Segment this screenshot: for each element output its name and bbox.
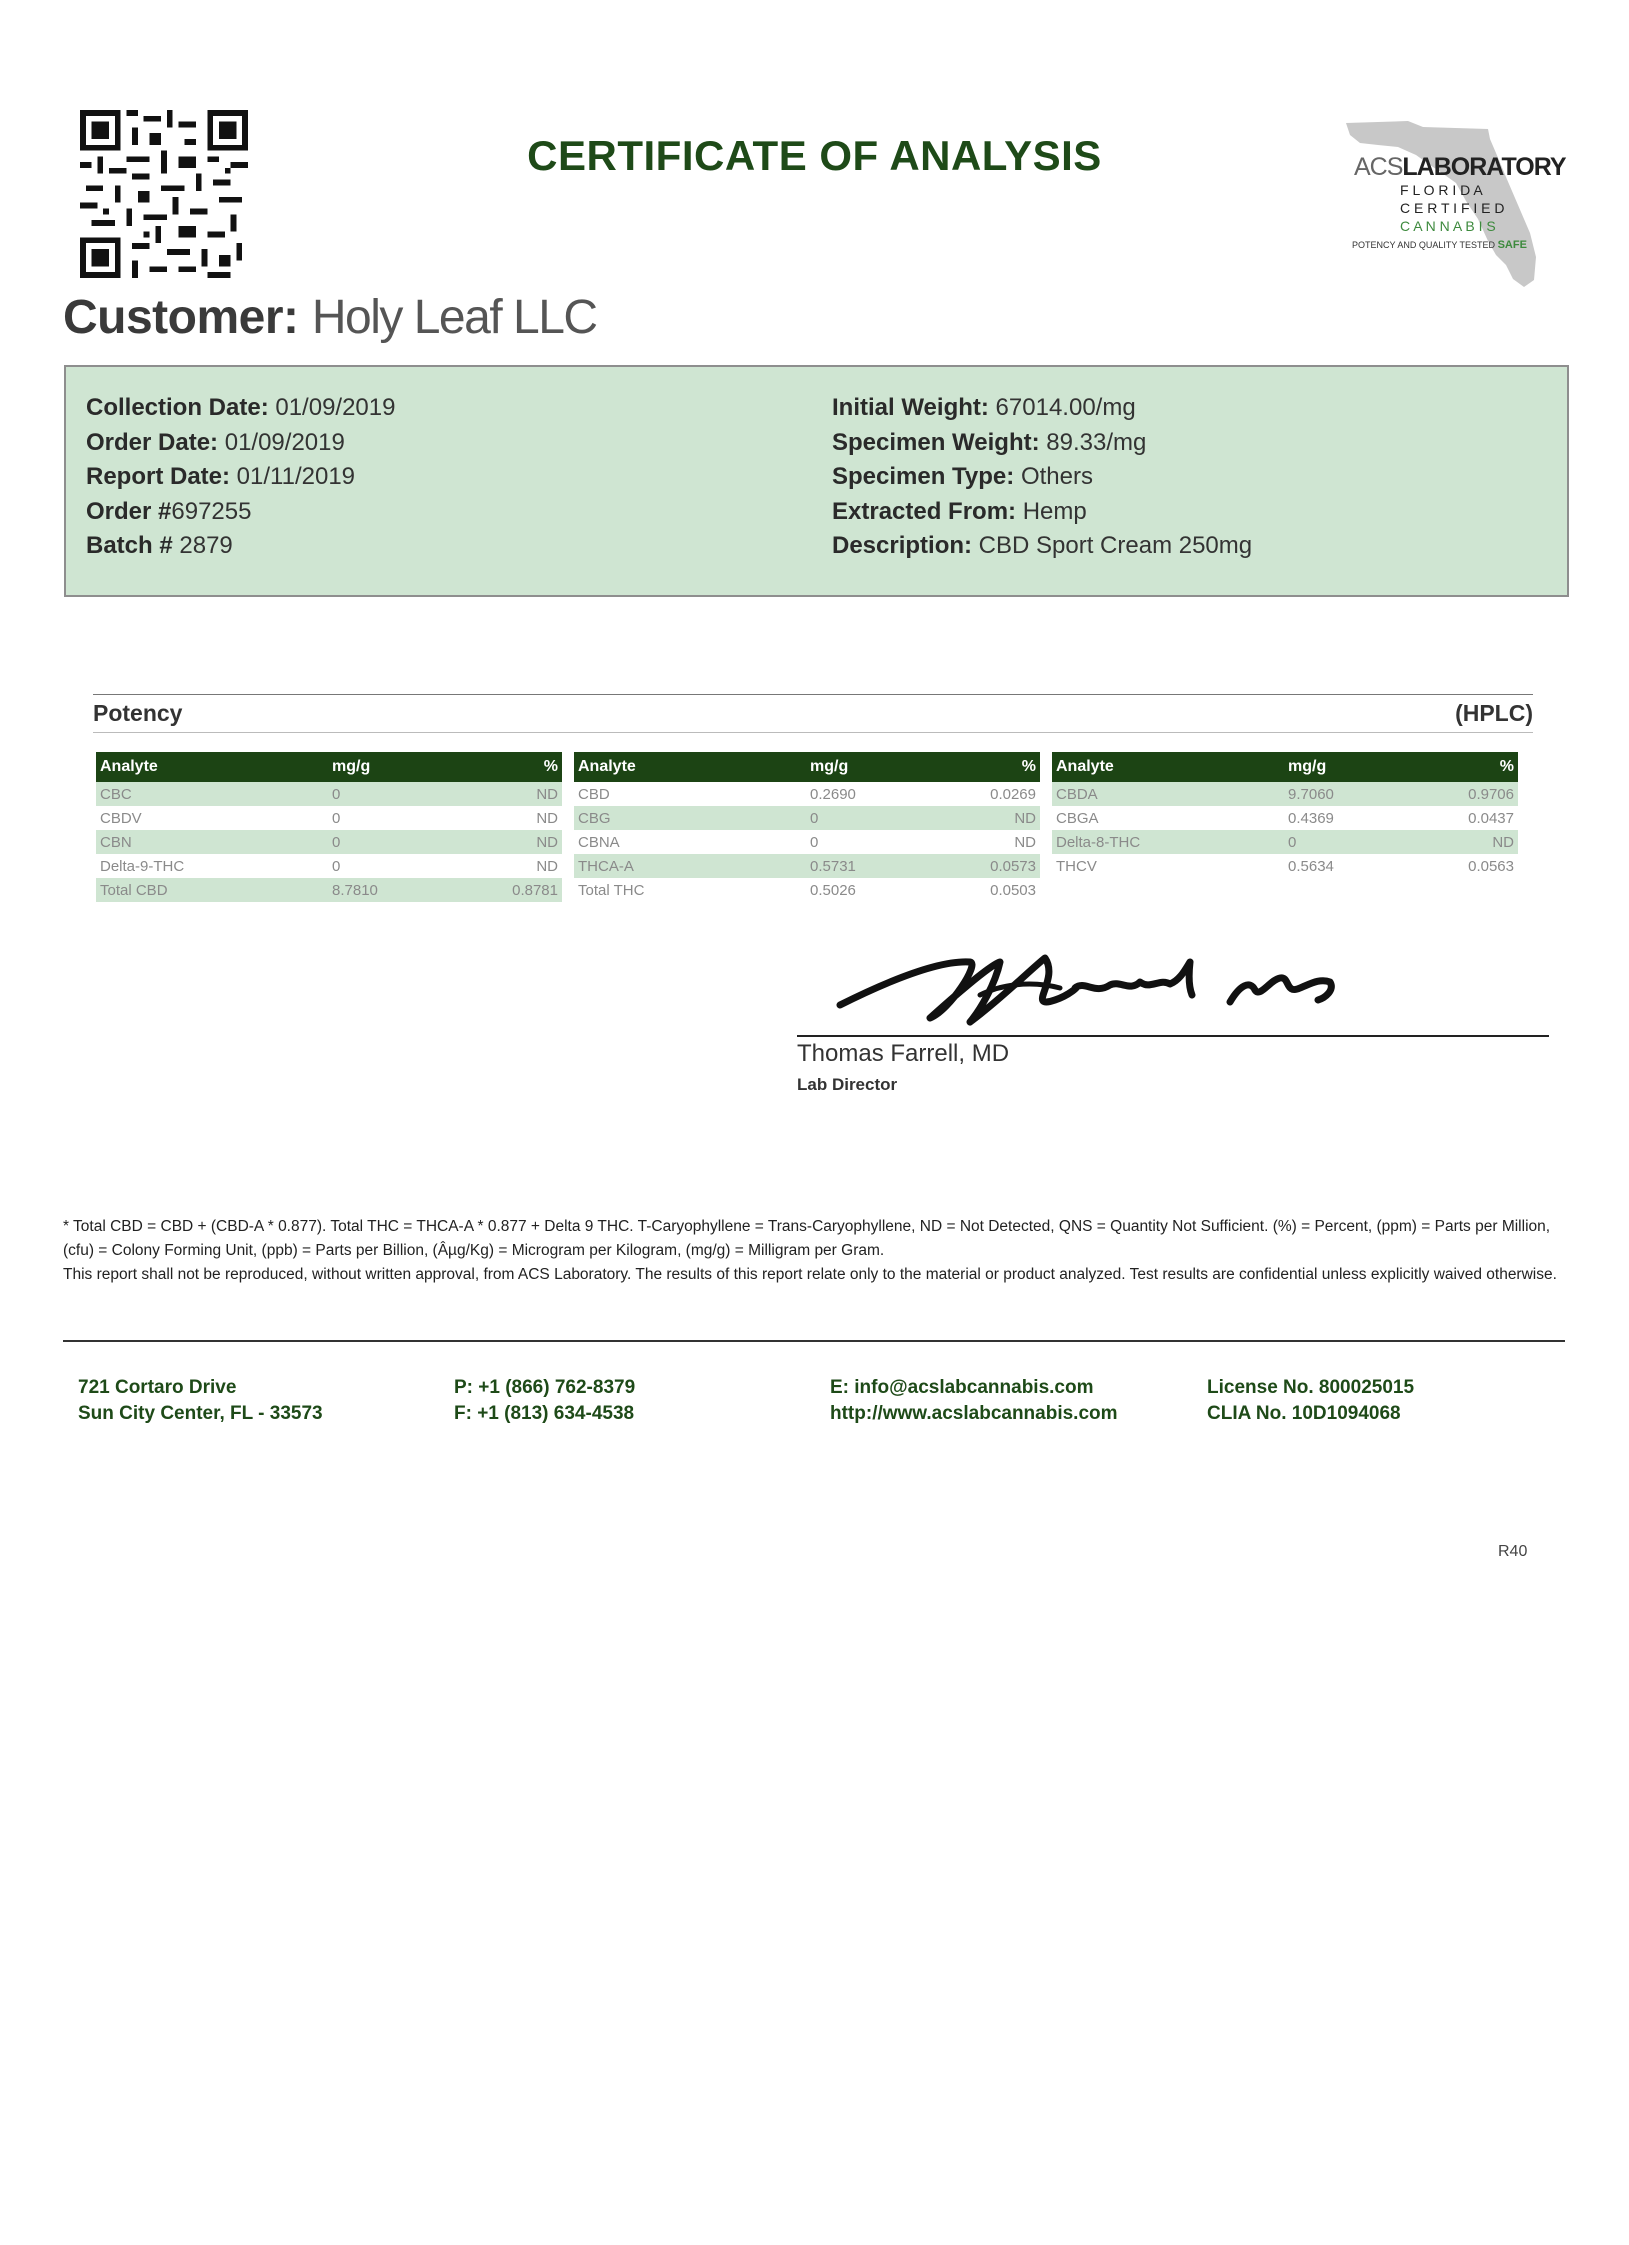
- logo-line-florida: F L O R I D A: [1400, 182, 1483, 198]
- table-row: THCA-A 0.5731 0.0573: [574, 854, 1040, 878]
- potency-method: (HPLC): [1455, 700, 1533, 726]
- potency-title: Potency: [93, 700, 183, 726]
- table-header-row: [1052, 752, 1518, 782]
- table-header-row: [574, 752, 1040, 782]
- column-percent: %: [964, 752, 1040, 782]
- logo-safe: SAFE: [1497, 239, 1527, 251]
- table-row: Total CBD 8.7810 0.8781: [96, 878, 562, 902]
- collection-date: Collection Date: 01/09/2019: [86, 394, 396, 421]
- table-row: THCV 0.5634 0.0563: [1056, 857, 1514, 875]
- footnote-definitions: * Total CBD = CBD + (CBD-A * 0.877). Total THC = THCA-A * 0.877 + Delta 9 THC. T-Caryophyllene = Trans-Caryophyllene, ND = Not Detected, QNS = Quantity Not Sufficient. (%) = Percent, (ppm) = Parts per Million, (cfu) = Colony Forming Unit, (ppb) = Parts per Billion, (Âµg/Kg) = Microgram per Kilogram, (mg/g) = Milligram per Gram.: [63, 1218, 1551, 1259]
- column-analyte: Analyte: [1052, 752, 1288, 782]
- description: Description: CBD Sport Cream 250mg: [832, 532, 1253, 559]
- logo-brand-bold: LABORATORY: [1402, 153, 1566, 181]
- potency-table-2: [574, 752, 1040, 902]
- potency-table-3: [1052, 752, 1518, 878]
- sample-info-right: [832, 391, 1252, 564]
- table-row: Delta-8-THC 0 ND: [1052, 830, 1518, 854]
- table-row: CBN 0 ND: [96, 830, 562, 854]
- signatory-name: Thomas Farrell, MD: [797, 1040, 1010, 1067]
- contact-phone: [454, 1375, 635, 1427]
- logo-line-certified: C E R T I F I E D: [1400, 200, 1505, 216]
- table-row: CBD 0.2690 0.0269: [578, 785, 1036, 803]
- page-title: CERTIFICATE OF ANALYSIS: [527, 132, 1102, 179]
- order-number: Order #697255: [86, 497, 252, 525]
- footer-rule: [63, 1340, 1565, 1342]
- table-row: CBC 0 ND: [96, 782, 562, 806]
- table-row: CBG 0 ND: [574, 806, 1040, 830]
- address-line-2: Sun City Center, FL - 33573: [78, 1403, 323, 1424]
- table-row: CBNA 0 ND: [578, 833, 1036, 851]
- column-percent: %: [486, 752, 562, 782]
- signatory-title: Lab Director: [797, 1075, 898, 1094]
- clia-number: CLIA No. 10D1094068: [1207, 1403, 1401, 1424]
- column-analyte: Analyte: [574, 752, 810, 782]
- batch-number: Batch # 2879: [86, 532, 233, 559]
- potency-bottom-rule: [93, 732, 1533, 733]
- sample-info-box: [64, 365, 1569, 597]
- table-row: CBDA 9.7060 0.9706: [1052, 782, 1518, 806]
- customer-label: Customer:: [63, 291, 299, 344]
- contact-license: [1207, 1375, 1414, 1427]
- potency-top-rule: [93, 694, 1533, 695]
- table-row: Delta-9-THC 0 ND: [100, 857, 558, 875]
- address-line-1: 721 Cortaro Drive: [78, 1377, 237, 1398]
- website-link[interactable]: http://www.acslabcannabis.com: [830, 1403, 1118, 1424]
- customer-name: Holy Leaf LLC: [311, 291, 597, 344]
- report-date: Report Date: 01/11/2019: [86, 463, 356, 490]
- license-number: License No. 800025015: [1207, 1377, 1415, 1398]
- logo-brand-light: ACS: [1354, 153, 1403, 181]
- table-row: Total THC 0.5026 0.0503: [578, 881, 1036, 899]
- contact-address: [78, 1375, 323, 1427]
- revision-code: R40: [1498, 1543, 1528, 1560]
- logo-line-cannabis: C A N N A B I S: [1400, 218, 1496, 234]
- fax-number: F: +1 (813) 634-4538: [454, 1403, 635, 1424]
- signature-image: [830, 940, 1450, 1050]
- table-header-row: [96, 752, 562, 782]
- footnote: [63, 1215, 1573, 1287]
- initial-weight: Initial Weight: 67014.00/mg: [832, 394, 1136, 421]
- specimen-type: Specimen Type: Others: [832, 463, 1093, 490]
- footnote-disclaimer: This report shall not be reproduced, without written approval, from ACS Laboratory. The results of this report relate only to the material or product analyzed. Test results are confidential unless explicitly waived otherwise.: [63, 1266, 1557, 1283]
- column-analyte: Analyte: [96, 752, 332, 782]
- customer-line: [63, 290, 597, 345]
- column-mg: mg/g: [1288, 752, 1442, 782]
- extracted-from: Extracted From: Hemp: [832, 497, 1087, 525]
- logo-tagline: POTENCY AND QUALITY TESTED: [1352, 240, 1496, 250]
- phone-number: P: +1 (866) 762-8379: [454, 1377, 636, 1398]
- potency-table-1: [96, 752, 562, 902]
- signature-line: [797, 1035, 1549, 1037]
- column-mg: mg/g: [332, 752, 486, 782]
- table-row: CBDV 0 ND: [100, 809, 558, 827]
- acs-laboratory-logo: [1338, 115, 1568, 295]
- column-percent: %: [1442, 752, 1518, 782]
- specimen-weight: Specimen Weight: 89.33/mg: [832, 428, 1147, 456]
- email-link[interactable]: E: info@acslabcannabis.com: [830, 1377, 1094, 1398]
- contact-online: [830, 1375, 1118, 1427]
- column-mg: mg/g: [810, 752, 964, 782]
- order-date: Order Date: 01/09/2019: [86, 428, 345, 456]
- table-row: CBGA 0.4369 0.0437: [1056, 809, 1514, 827]
- sample-info-left: [86, 391, 395, 564]
